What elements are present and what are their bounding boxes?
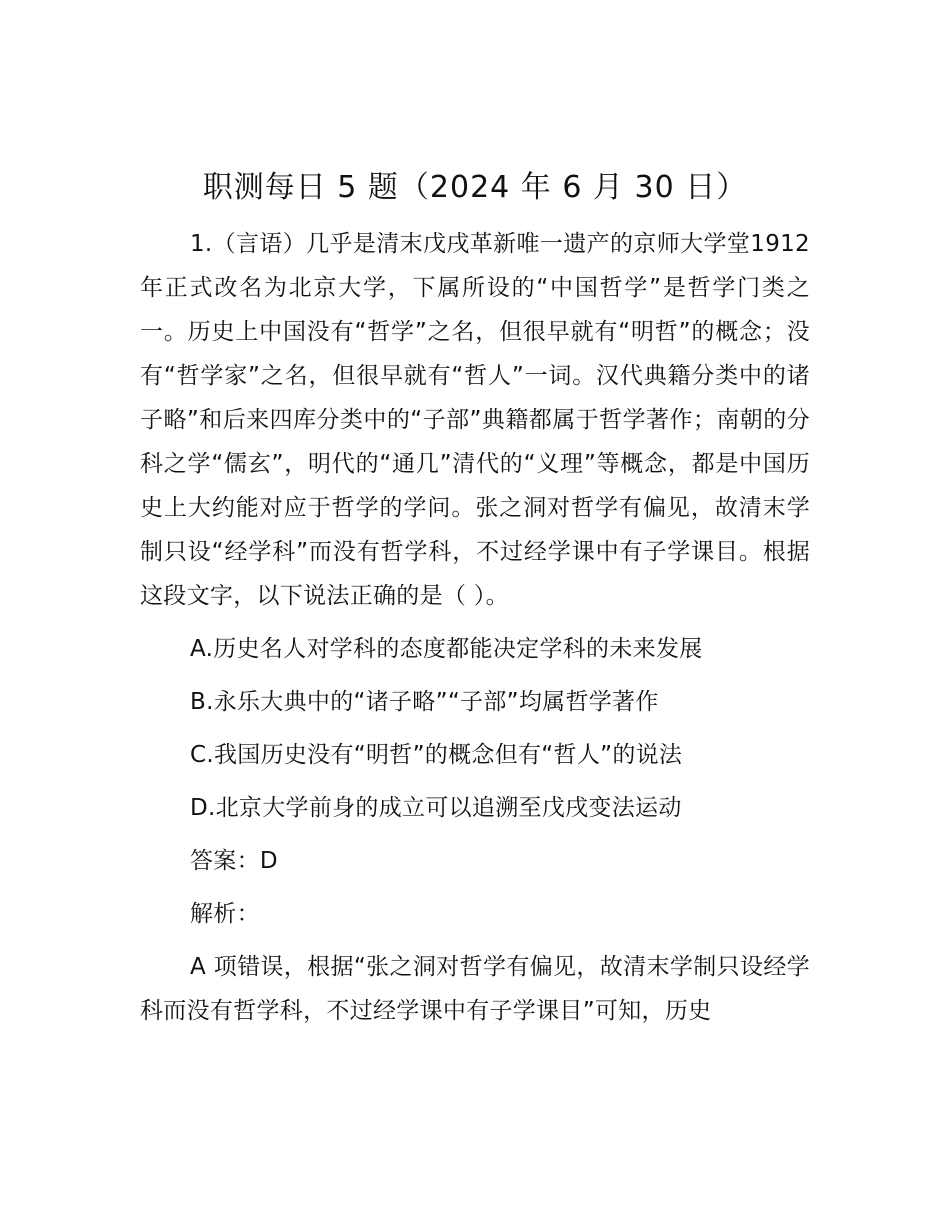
analysis-label: 解析： [190,901,260,927]
option-a: A.历史名人对学科的态度都能决定学科的未来发展 [190,636,703,662]
option-d: D.北京大学前身的成立可以追溯至戊戌变法运动 [190,795,682,821]
option-c: C.我国历史没有“明哲”的概念但有“哲人”的说法 [190,742,683,768]
question-stem: 1.（言语）几乎是清末戊戌革新唯一遗产的京师大学堂1912 年正式改名为北京大学，下属所设的“中国哲学”是哲学门类之一。历史上中国没有“哲学”之名，但很早就有“明哲”的概念；没有“哲学家”之名，但很早就有“哲人”一词。汉代典籍分类中的诸子略”和后来四库分类中的“子部”典籍都属于哲学著作；南朝的分科之学“儒玄”，明代的“通几”清代的“义理”等概念，都是中国历史上大约能对应于哲学的学问。张之洞对哲学有偏见，故清末学制只设“经学科”而没有哲学科，不过经学课中有子学课目。根据这段文字，以下说法正确的是（ ）。 [140,231,810,609]
analysis-text: A 项错误，根据“张之洞对哲学有偏见，故清末学制只设经学科而没有哲学科，不过经学课中有子学课目”可知，历史 [140,954,810,1024]
document-body [140,222,810,1042]
page-title: 职测每日 5 题（2024 年 6 月 30 日） [202,170,748,205]
answer-line: 答案：D [190,848,278,874]
option-b: B.永乐大典中的“诸子略”“子部”均属哲学著作 [190,689,659,715]
